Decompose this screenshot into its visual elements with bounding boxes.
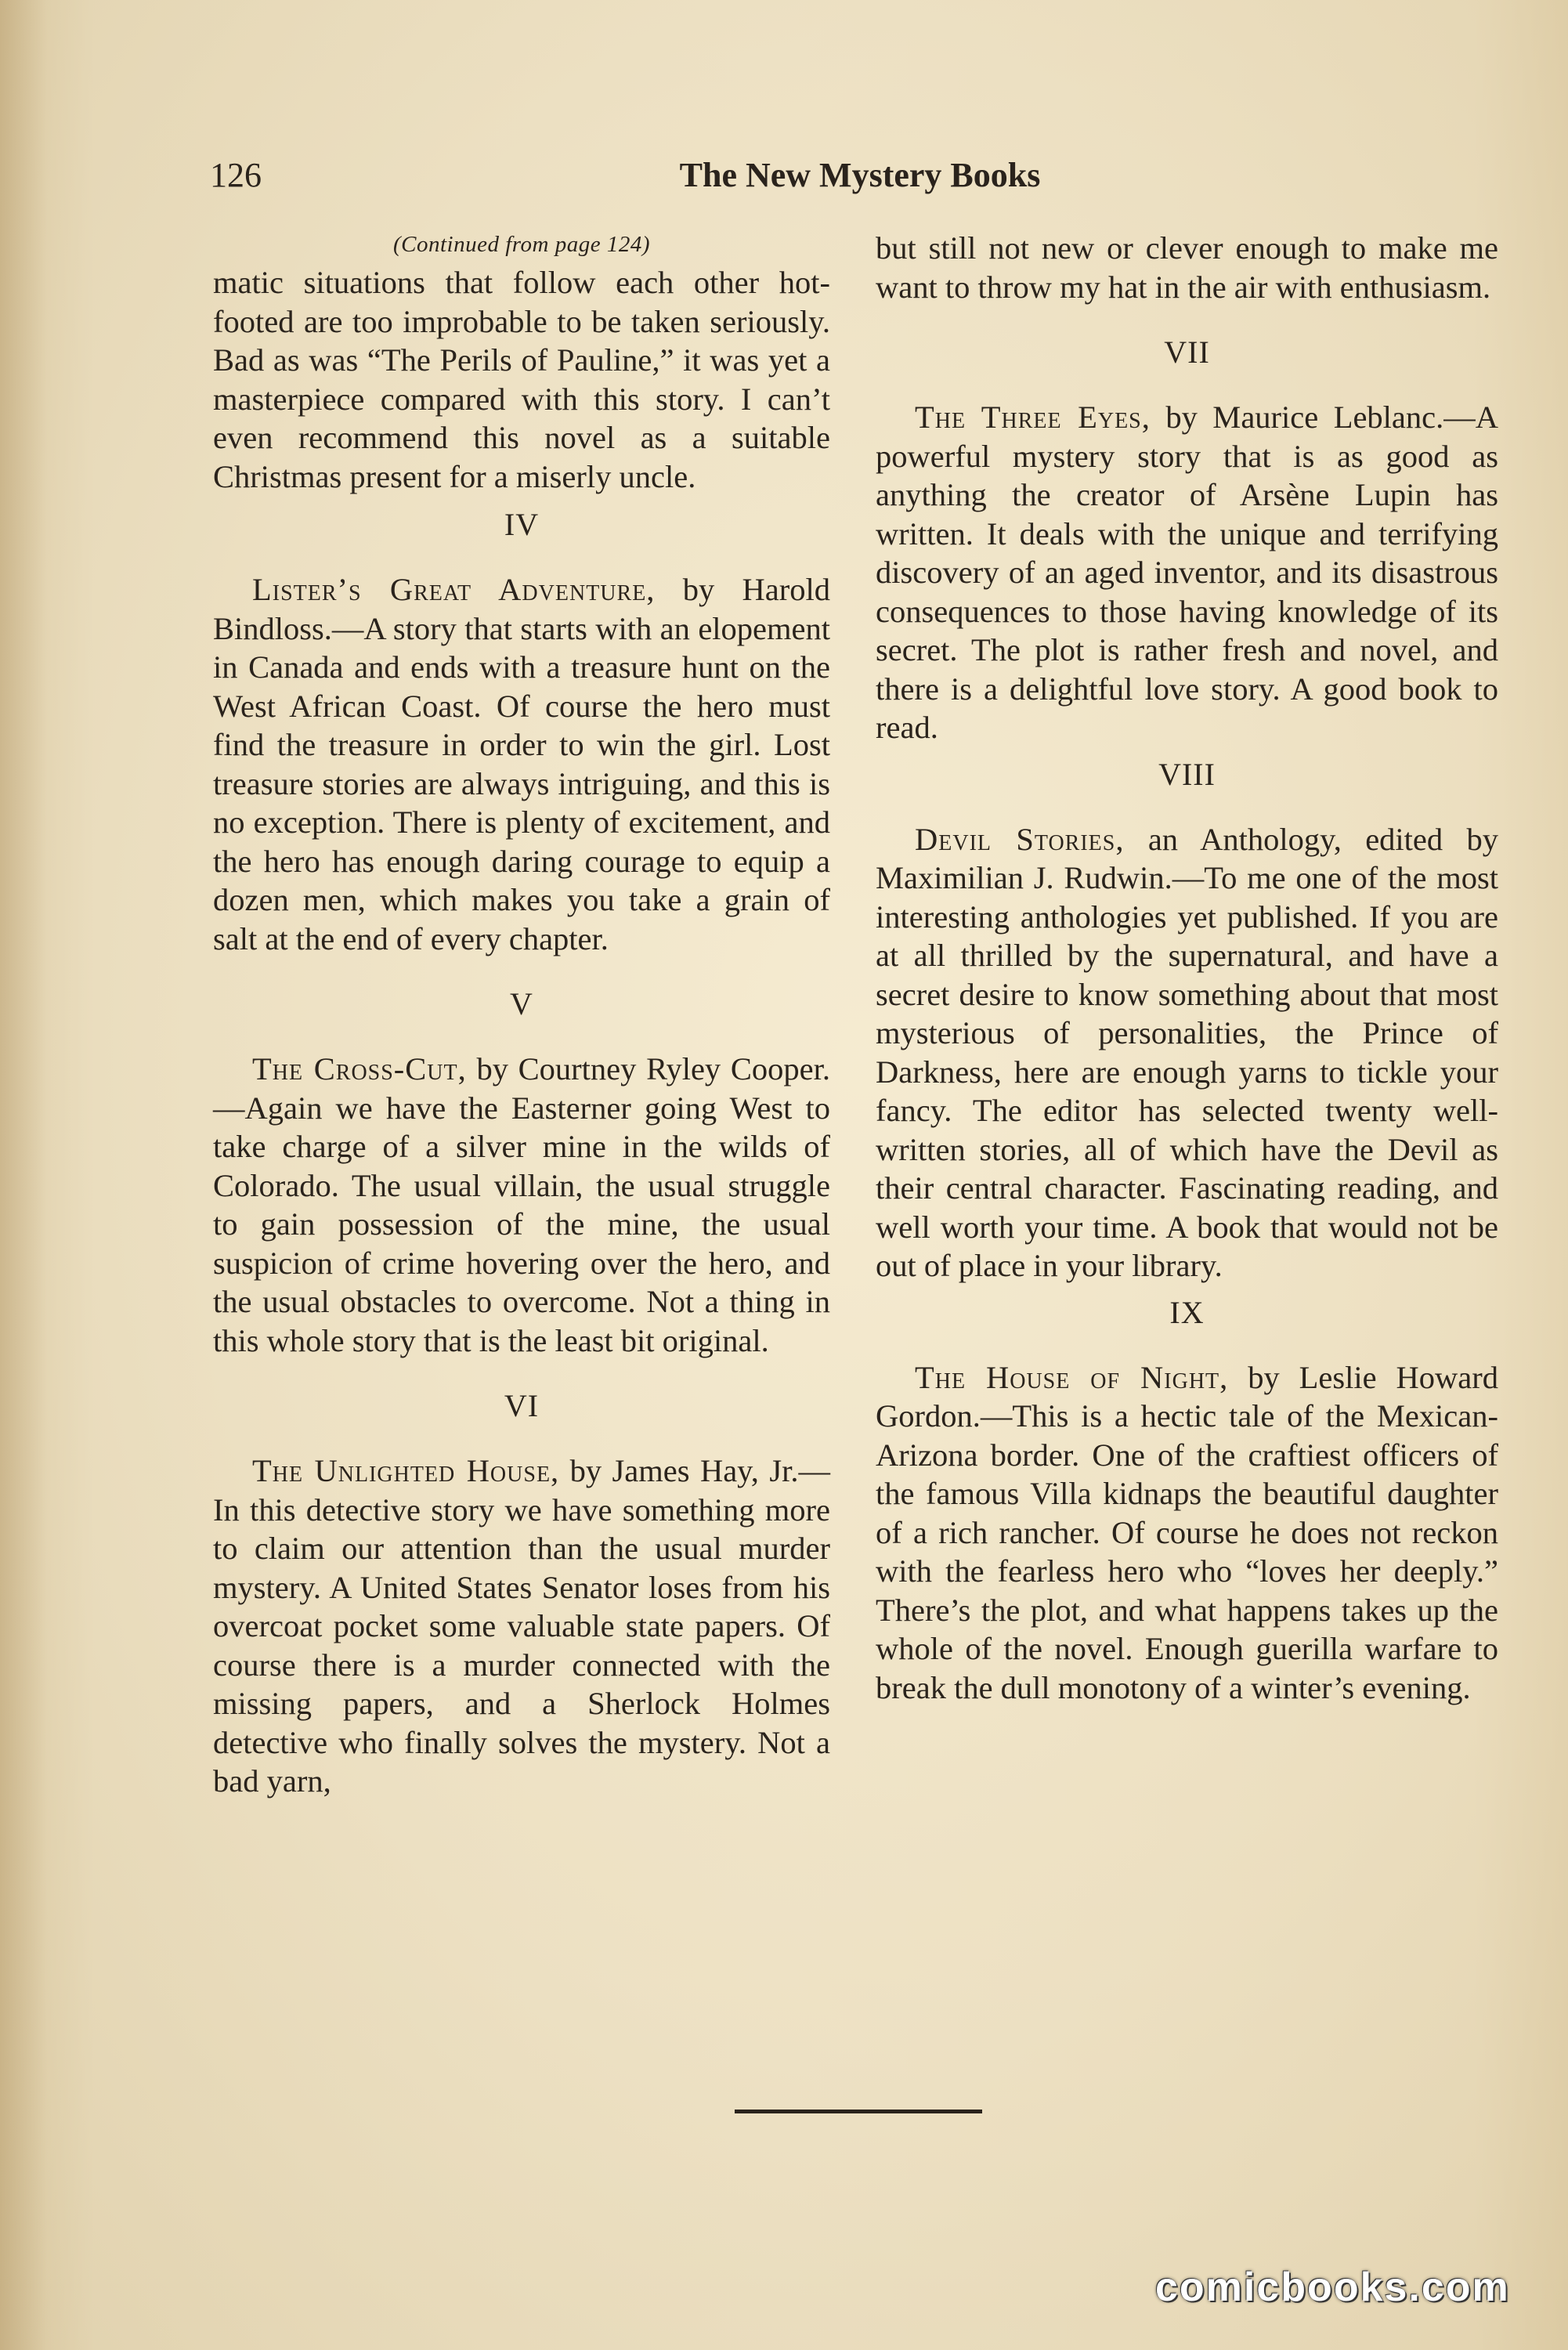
page-number: 126 bbox=[210, 156, 262, 194]
review-paragraph-iv bbox=[213, 570, 830, 958]
review-paragraph-viii bbox=[876, 820, 1498, 1285]
section-numeral-viii: VIII bbox=[1158, 756, 1216, 792]
review-body-iv: by Harold Bindloss.—A story that starts with an elopement in Canada and ends with a treasure hunt on the West African Coast. Of course the hero must find the treasure in order to win the girl. Lost treasure stories are always intriguing, and this is no exception. There is plenty of excitement, and the hero has enough daring courage to equip a dozen men, which makes you take a grain of salt at the end of every chapter. bbox=[213, 572, 830, 956]
right-column bbox=[876, 229, 1498, 1707]
review-body-v: by Courtney Ryley Cooper.—Again we have the Easterner going West to take charge of a silver mine in the wilds of Colorado. The usual villain, the usual struggle to gain possession of the mine, the usual suspicion of crime hovering over the hero, and the usual obstacles to overcome. Not a thing in this whole story that is the least bit original. bbox=[213, 1051, 830, 1358]
book-title-v: The Cross-Cut, bbox=[252, 1051, 467, 1086]
watermark-logo: comicbooks.com bbox=[1155, 2265, 1510, 2310]
review-paragraph-vii bbox=[876, 398, 1498, 747]
page-header bbox=[210, 150, 1510, 201]
section-numeral-iv: IV bbox=[504, 507, 540, 542]
section-numeral-ix: IX bbox=[1169, 1294, 1205, 1330]
review-body-vii: by Maurice Leblanc.—A powerful mystery story that is as good as anything the creator of Arsène Lupin has written. It deals with the unique and terrifying discovery of an aged inventor, and its disastrous consequences to those having knowledge of its secret. The plot is rather fresh and novel, and there is a delightful love story. A good book to read. bbox=[876, 400, 1498, 745]
continuation-paragraph: matic situations that follow each other hot-footed are too improbable to be taken seriously. Bad as was “The Perils of Pauline,” it was yet a masterpiece compared with this story. I can’t even recommend this novel as a suitable Christmas present for a miserly uncle. bbox=[213, 265, 830, 494]
review-paragraph-ix bbox=[876, 1358, 1498, 1708]
review-paragraph-v bbox=[213, 1050, 830, 1360]
continued-note: (Continued from page 124) bbox=[393, 232, 650, 257]
review-body-vi: by James Hay, Jr.—In this detective story we have something more to claim our attention than the usual murder mystery. A United States Senator loses from his overcoat pocket some valuable state papers. Of course there is a murder connected with the missing papers, and a Sherlock Holmes detective who finally solves the mystery. Not a bad yarn, bbox=[213, 1453, 830, 1799]
section-numeral-vi: VI bbox=[504, 1388, 540, 1423]
closing-rule bbox=[735, 2110, 982, 2113]
running-title: The New Mystery Books bbox=[679, 156, 1041, 194]
book-title-vi: The Unlighted House, bbox=[252, 1453, 560, 1488]
section-numeral-vii: VII bbox=[1164, 334, 1210, 370]
review-paragraph-vi bbox=[213, 1452, 830, 1801]
book-title-iv: Lister’s Great Adventure, bbox=[252, 572, 656, 607]
section-numeral-v: V bbox=[510, 986, 533, 1021]
book-title-vii: The Three Eyes, bbox=[915, 400, 1151, 435]
review-body-ix: by Leslie Howard Gordon.—This is a hectic tale of the Mexican-Arizona border. One of the craftiest officers of the famous Villa kidnaps the beautiful daughter of a rich rancher. Of course he does not reckon with the fearless hero who “loves her deeply.” There’s the plot, and what happens takes up the whole of the novel. Enough guerilla warfare to break the dull monotony of a winter’s evening. bbox=[876, 1359, 1499, 1705]
continuation-paragraph-right: but still not new or clever enough to make me want to throw my hat in the air with enthusiasm. bbox=[876, 230, 1498, 305]
book-title-viii: Devil Stories, bbox=[915, 821, 1125, 857]
review-body-viii: an Anthology, edited by Maximilian J. Rudwin.—To me one of the most interesting anthologies yet published. If you are at all thrilled by the supernatural, and have a secret desire to know something about that most mysterious of personalities, the Prince of Darkness, here are enough yarns to tickle your fancy. The editor has selected twenty well-written stories, all of which have the Devil as their central character. Fascinating reading, and well worth your time. A book that would not be out of place in your library. bbox=[876, 821, 1498, 1283]
left-column bbox=[213, 229, 830, 1801]
book-title-ix: The House of Night, bbox=[915, 1359, 1229, 1395]
